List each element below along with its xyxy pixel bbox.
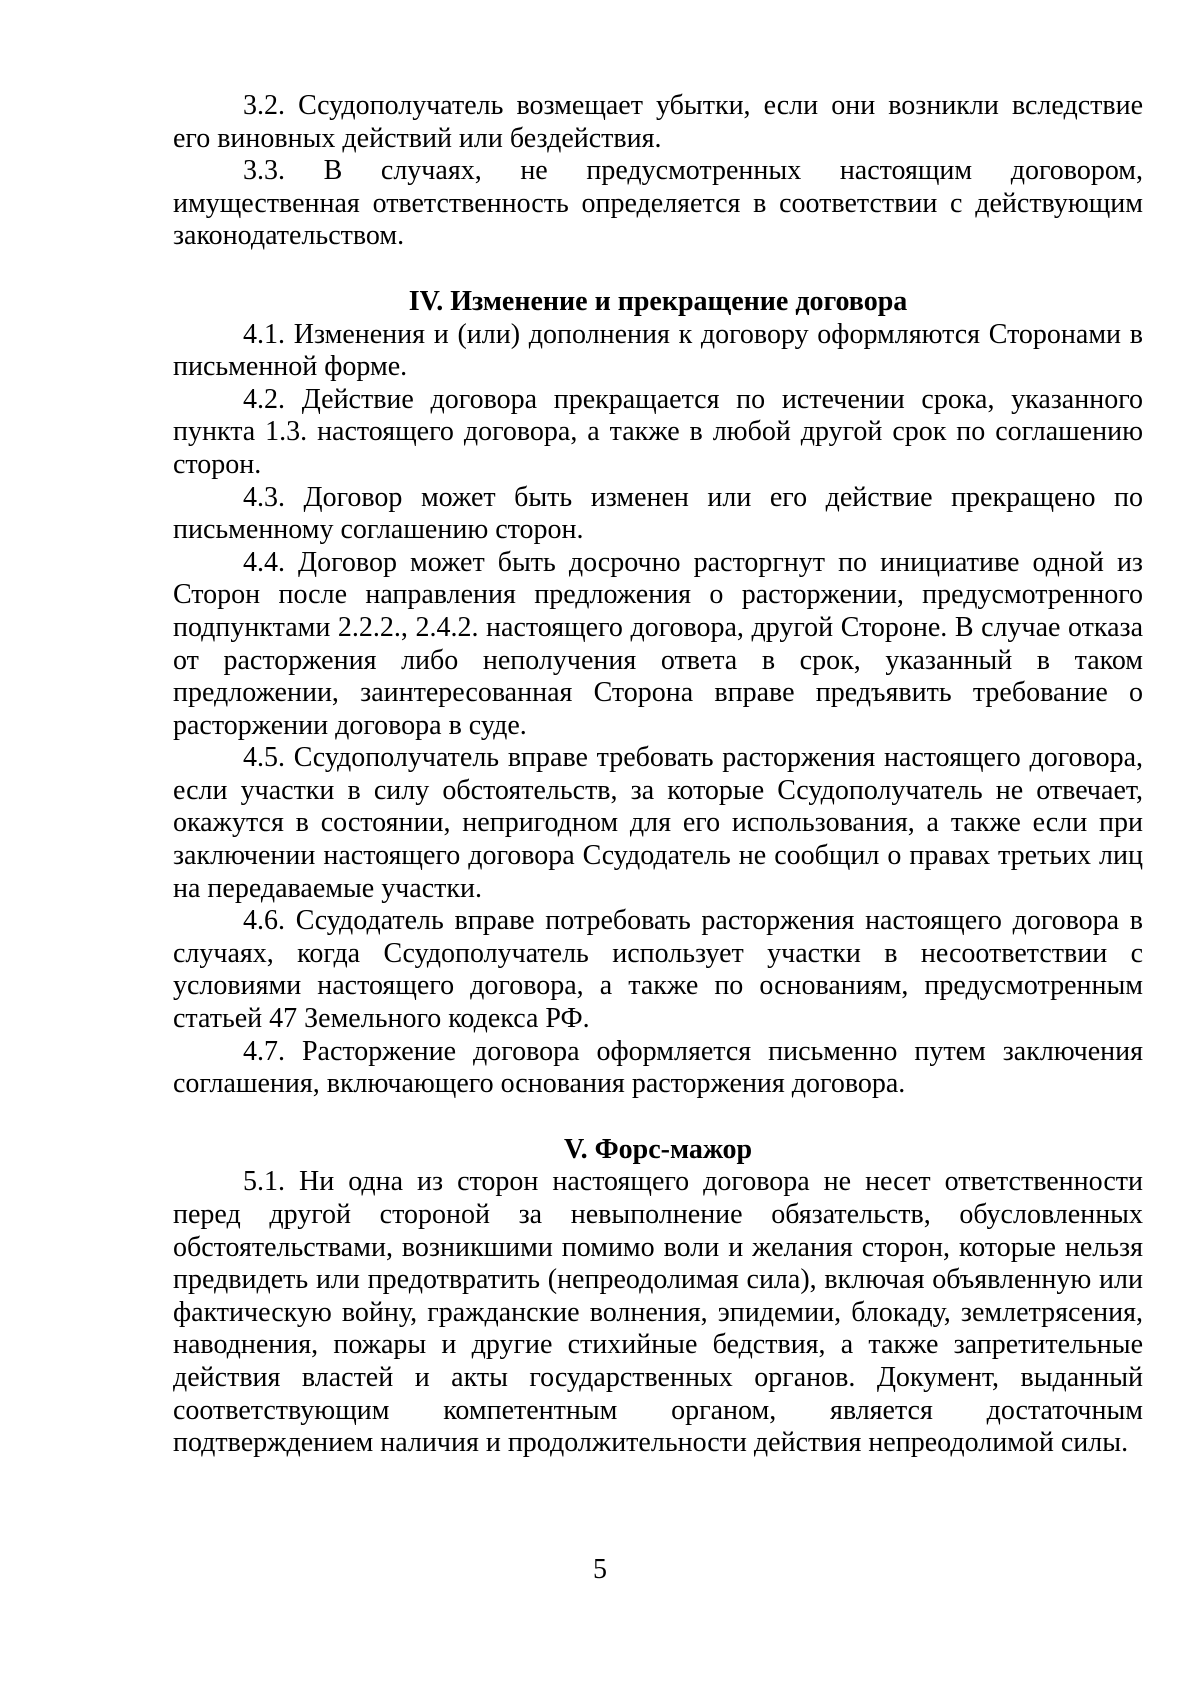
clause-4-2: 4.2. Действие договора прекращается по истечении срока, указанного пункта 1.3. настоящего договора, а также в любой другой срок по соглашению сторон. xyxy=(173,383,1143,480)
clause-4-1: 4.1. Изменения и (или) дополнения к договору оформляются Сторонами в письменной форме. xyxy=(173,318,1143,383)
section-spacer xyxy=(173,1101,1143,1134)
clause-4-6: 4.6. Ссудодатель вправе потребовать расторжения настоящего договора в случаях, когда Ссудополучатель использует участки в несоответствии с условиями настоящего договора, а также по основаниям, предусмотренным статьей 47 Земельного кодекса РФ. xyxy=(173,905,1143,1035)
section-heading: IV. Изменение и прекращение договора xyxy=(408,285,908,317)
section-liability-continued xyxy=(173,90,1143,253)
section-termination xyxy=(173,286,1143,1101)
clause-5-1: 5.1. Ни одна из сторон настоящего договора не несет ответственности перед другой стороной за невыполнение обязательств, обусловленных обстоятельствами, возникшими помимо воли и желания сторон, которые нельзя предвидеть или предотвратить (непреодолимая сила), включая объявленную или фактическую войну, гражданские волнения, эпидемии, блокаду, землетрясения, наводнения, пожары и другие стихийные бедствия, а также запретительные действия властей и акты государственных органов. Документ, выданный соответствующим компетентным органом, является достаточным подтверждением наличия и продолжительности действия непреодолимой силы. xyxy=(173,1166,1143,1459)
section-heading: V. Форс-мажор xyxy=(563,1133,753,1165)
clause-3-3: 3.3. В случаях, не предусмотренных настоящим договором, имущественная ответственность определяется в соответствии с действующим законодательством. xyxy=(173,155,1143,252)
clause-4-5: 4.5. Ссудополучатель вправе требовать расторжения настоящего договора, если участки в силу обстоятельств, за которые Ссудополучатель не отвечает, окажутся в состоянии, непригодном для его использования, а также если при заключении настоящего договора Ссудодатель не сообщил о правах третьих лиц на передаваемые участки. xyxy=(173,742,1143,904)
page-number: 5 xyxy=(593,1554,607,1585)
clause-4-7: 4.7. Расторжение договора оформляется письменно путем заключения соглашения, включающего основания расторжения договора. xyxy=(173,1035,1143,1100)
section-spacer xyxy=(173,253,1143,286)
clause-3-2: 3.2. Ссудополучатель возмещает убытки, если они возникли вследствие его виновных действий или бездействия. xyxy=(173,90,1143,154)
document-body xyxy=(173,90,1143,1460)
clause-4-3: 4.3. Договор может быть изменен или его действие прекращено по письменному соглашению сторон. xyxy=(173,481,1143,546)
section-force-majeure xyxy=(173,1134,1143,1460)
clause-4-4: 4.4. Договор может быть досрочно расторгнут по инициативе одной из Сторон после направления предложения о расторжении, предусмотренного подпунктами 2.2.2., 2.4.2. настоящего договора, другой Стороне. В случае отказа от расторжения либо неполучения ответа в срок, указанный в таком предложении, заинтересованная Сторона вправе предъявить требование о расторжении договора в суде. xyxy=(173,546,1143,741)
